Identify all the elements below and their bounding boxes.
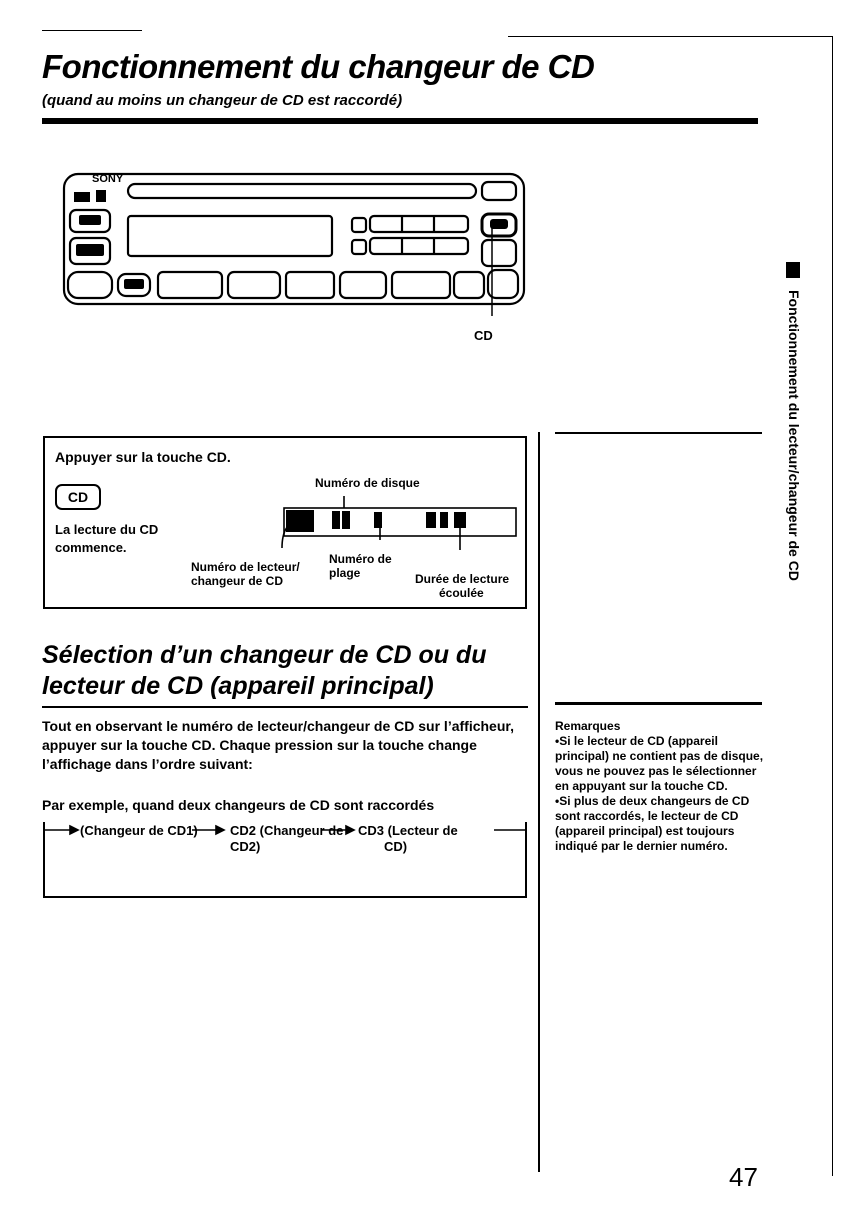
sequence-item-2-line1: CD2 (Changeur de <box>230 823 344 838</box>
notes-heading: Remarques <box>555 719 621 733</box>
car-stereo-illustration <box>62 168 532 340</box>
time-label-line2: écoulée <box>439 586 484 600</box>
side-tab-marker <box>786 262 800 278</box>
right-border <box>832 36 833 1176</box>
notes <box>555 719 770 854</box>
note-item: •Si plus de deux changeurs de CD sont raccordés, le lecteur de CD (appareil principal) est toujours indiqué par le dernier numéro. <box>555 794 750 853</box>
display-diagram <box>270 490 520 550</box>
page-number: 47 <box>729 1162 758 1192</box>
side-tab-label: Fonctionnement du lecteur/changeur de CD <box>786 290 802 581</box>
player-label-line1: Numéro de lecteur/ <box>191 560 300 574</box>
sequence-item-2-line2: CD2) <box>230 839 261 854</box>
page-subtitle: (quand au moins un changeur de CD est raccordé) <box>42 92 403 109</box>
step-instruction: Appuyer sur la touche CD. <box>55 449 231 465</box>
sequence-item-1: (Changeur de CD1) <box>80 823 198 838</box>
section-title-line2: lecteur de CD (appareil principal) <box>42 672 434 700</box>
player-label-line2: changeur de CD <box>191 574 284 588</box>
cd-button-callout: CD <box>474 328 493 343</box>
cd-button: CD <box>55 484 101 510</box>
section-title <box>42 640 486 702</box>
section-body: Tout en observant le numéro de lecteur/changeur de CD sur l’afficheur, appuyer sur la touche CD. Chaque pression sur la touche change l’affichage dans l’ordre suivant: <box>42 718 514 772</box>
svg-text:SONY: SONY <box>92 173 124 185</box>
side-rule-notes <box>555 702 762 705</box>
section-title-line1: Sélection d’un changeur de CD ou du <box>42 641 487 669</box>
top-rule-right <box>508 36 833 37</box>
result-line1: La lecture du CD <box>55 522 159 537</box>
section-rule <box>42 706 528 708</box>
track-label-line1: Numéro de <box>329 552 392 566</box>
track-label-line2: plage <box>329 566 361 580</box>
step-box <box>43 436 527 609</box>
top-rule-left <box>42 30 142 31</box>
sequence-item-3-line1: CD3 (Lecteur de <box>358 823 458 838</box>
note-item: •Si le lecteur de CD (appareil principal) ne contient pas de disque, vous ne pouvez pas le sélectionner en appuyant sur la touche CD. <box>555 734 764 793</box>
title-rule <box>42 118 758 124</box>
sequence-item-3-line2: CD) <box>384 839 408 854</box>
result-line2: commence. <box>55 540 127 555</box>
disc-number-label: Numéro de disque <box>315 476 420 490</box>
page-title: Fonctionnement du changeur de CD <box>42 48 595 85</box>
time-label-line1: Durée de lecture <box>415 572 510 586</box>
side-rule-top <box>555 432 762 434</box>
example-heading: Par exemple, quand deux changeurs de CD sont raccordés <box>42 797 435 813</box>
column-divider <box>538 432 540 1172</box>
